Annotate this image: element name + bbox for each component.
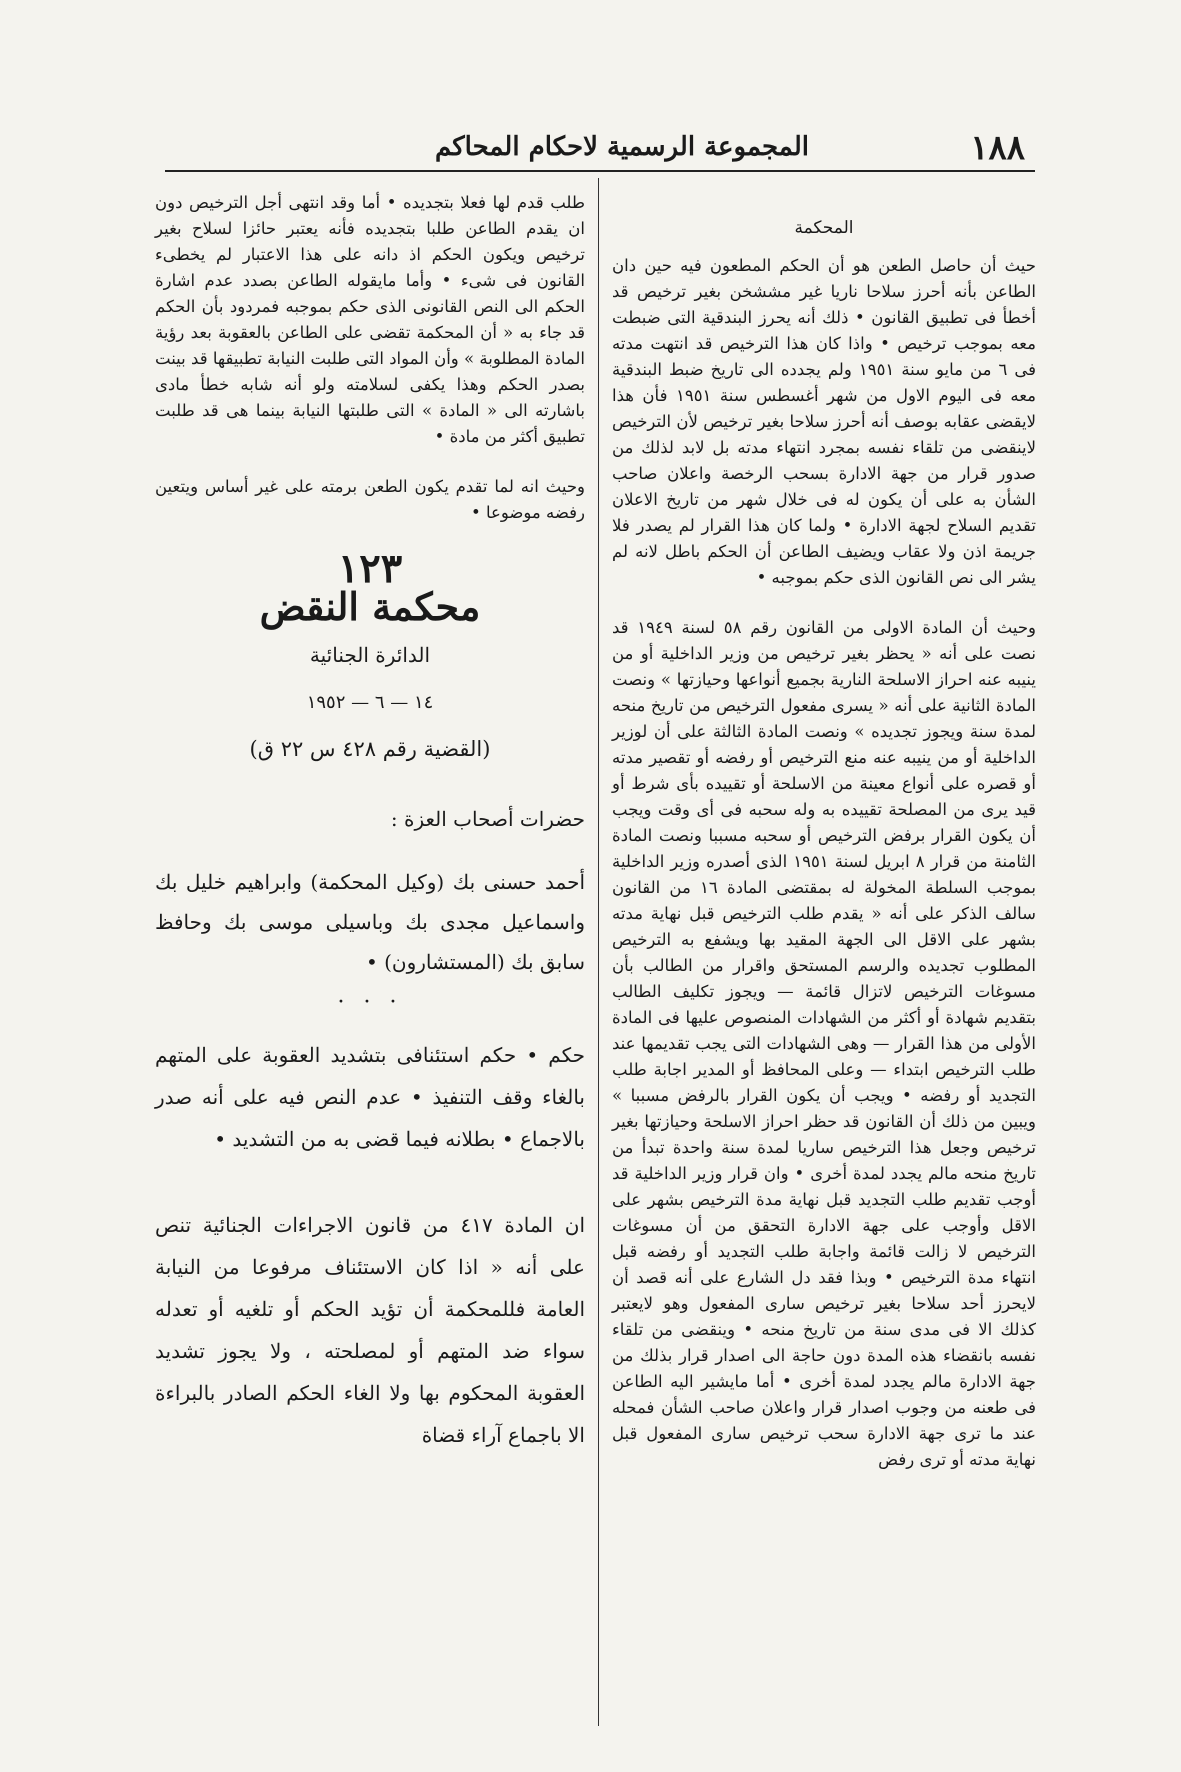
- paragraph: وحيث انه لما تقدم يكون الطعن برمته على غير أساس ويتعين رفضه موضوعا •: [155, 477, 585, 522]
- spacer: [155, 1160, 585, 1204]
- separator: · · ·: [337, 990, 403, 1015]
- paragraph: وحيث أن المادة الاولى من القانون رقم ٥٨ لسنة ١٩٤٩ قد نصت على أنه « يحظر بغير ترخيص من وزير الداخلية أو من ينيبه عنه احراز الاسلحة النارية بجميع أنواعها وحيازتها » ونصت المادة الثانية على أنه « يسرى مفعول الترخيص من تاريخ منحه لمدة سنة ويجوز تجديده » ونصت المادة الثالثة على أن لوزير الداخلية أو من ينيبه عنه منع الترخيص أو رفضه أو تقصير مدته أو قصره على أنواع معينة من الاسلحة أو تقييده بأى شرط أو قيد يرى من المصلحة تقييده به وله سحبه فى أى وقت ويجب أن يكون القرار برفض الترخيص أو سحبه مسببا ونصت المادة الثامنة من قرار ٨ ابريل لسنة ١٩٥١ الذى أصدره وزير الداخلية بموجب السلطة المخولة له بمقتضى المادة ١٦ من القانون سالف الذكر على أنه « يقدم طلب الترخيص قبل نهاية مدته بشهر على الاقل الى الجهة المقيد بها ويشفع به الترخيص المطلوب تجديده والرسم المستحق واقرار من الطالب بأن مسوغات الترخيص لاتزال قائمة — ويجوز تكليف الطالب بتقديم شهادة أو أكثر من الشهادات المنصوص عليها فى المادة الأولى من هذا القرار — وهى الشهادات التى يجب تقديمها عند طلب الترخيص ابتداء — وعلى المحافظ أو المدير اجابة طلب التجديد أو رفضه • ويجب أن يكون القرار بالرفض مسببا » ويبين من ذلك أن القانون قد حظر احراز الاسلحة وحيازتها بغير ترخيص وجعل هذا الترخيص ساريا لمدة سنة واحدة تبدأ من تاريخ منحه مالم يجدد لمدة أخرى • وان قرار وزير الداخلية قد أوجب تقديم طلب التجديد قبل نهاية مدة الترخيص بشهر على الاقل وأوجب على جهة الادارة التحقق من أن مسوغات الترخيص لا زالت قائمة واجابة طلب التجديد أو رفضه قبل انتهاء مدة الترخيص • وبذا فقد دل الشارع على أنه قصد أن لايحرز أحد سلاحا بغير ترخيص سارى المفعول وهو لايعتبر كذلك الا فى مدى سنة من تاريخ منحه • وينقضى من تلقاء نفسه بانقضاء هذه المدة دون حاجة الى اصدار قرار بذلك من جهة الادارة مالم يجدد لمدة أخرى • أما مايشير اليه الطاعن فى طعنه من وجوب اصدار قرار واعلان صاحب الشأن فمحله عند ما ترى جهة الادارة سحب ترخيص سارى المفعول قبل نهاية مدته أو ترى رفض: [612, 618, 1036, 1469]
- case-date: ١٤ — ٦ — ١٩٥٢: [306, 692, 434, 713]
- chamber-name: الدائرة الجنائية: [309, 643, 431, 667]
- case-summary: حكم • حكم استئنافى بتشديد العقوبة على المتهم بالغاء وقف التنفيذ • عدم النص فيه على أنه صدر بالاجماع • بطلانه فيما قضى به من التشديد •: [155, 1043, 585, 1151]
- paragraph: طلب قدم لها فعلا بتجديده • أما وقد انتهى أجل الترخيص دون ان يقدم الطاعن طلبا بتجديده فأنه يعتبر حائزا لسلاح بغير ترخيص ويكون الحكم اذ دانه على هذا الاعتبار لم يخطىء القانون فى شىء • وأما مايقوله الطاعن بصدد عدم اشارة الحكم الى النص القانونى الذى حكم بموجبه فمردود بأن الحكم قد جاء به « أن المحكمة تقضى على الطاعن بالعقوبة بعد رؤية المادة المطلوبة » وأن المواد التى طلبت النيابة تطبيقها قد بينت بصدر الحكم وهذا يكفى لسلامته ولو أنه شابه خطأ مادى باشارته الى « المادة » التى طلبتها النيابة بينما هى قد طلبت تطبيق أكثر من مادة •: [155, 193, 585, 446]
- column-divider: [598, 178, 599, 1726]
- header-rule: [165, 170, 1035, 172]
- bench-members: أحمد حسنى بك (وكيل المحكمة) وابراهيم خليل بك واسماعيل مجدى بك وباسيلى موسى بك وحافظ سابق بك (المستشارون) •: [155, 870, 585, 974]
- court-name: محكمة النقض: [259, 584, 481, 629]
- page-number: ١٨٨: [970, 128, 1025, 168]
- paragraph: حيث أن حاصل الطعن هو أن الحكم المطعون فيه حين دان الطاعن بأنه أحرز سلاحا ناريا غير مششخن بغير ترخيص قد أخطأ فى تطبيق القانون • ذلك أنه يحرز البندقية التى ضبطت معه بموجب ترخيص • واذا كان هذا الترخيص قد انتهت مدته فى ٦ من مايو سنة ١٩٥١ ولم يجدده الى تاريخ ضبط البندقية معه فى اليوم الاول من شهر أغسطس سنة ١٩٥١ فأن هذا لايقضى عقابه بوصف أنه أحرز سلاحا بغير ترخيص لأن الترخيص لاينقضى من تلقاء نفسه بمجرد انتهاء مدته بل لابد لذلك من صدور قرار من جهة الادارة بسحب الرخصة واعلان صاحب الشأن به على أن يكون له فى خلال شهر من تاريخ الاعلان تقديم السلاح لجهة الادارة • ولما كان هذا القرار لم يصدر فلا جريمة اذن ولا عقاب ويضيف الطاعن أن الحكم باطل لانه لم يشر الى نص القانون الذى حكم بموجبه •: [612, 256, 1036, 587]
- running-title: المجموعة الرسمية لاحكام المحاكم: [435, 132, 809, 162]
- section-title: المحكمة: [794, 218, 854, 238]
- left-column: [155, 190, 585, 1456]
- spacer: [155, 450, 585, 474]
- right-column: [612, 215, 1036, 1473]
- case-number: ١٢٣: [337, 545, 403, 592]
- case-reference: (القضية رقم ٤٢٨ س ٢٢ ق): [249, 737, 491, 761]
- bench-intro: حضرات أصحاب العزة :: [390, 807, 585, 831]
- legal-principle: ان المادة ٤١٧ من قانون الاجراءات الجنائية تنص على أنه « اذا كان الاستئناف مرفوعا من النيابة العامة فللمحكمة أن تؤيد الحكم أو تلغيه أو تعدله سواء ضد المتهم أو لمصلحته ، ولا يجوز تشديد العقوبة المحكوم بها ولا الغاء الحكم الصادر بالبراءة الا باجماع آراء قضاة: [155, 1213, 585, 1447]
- spacer: [612, 591, 1036, 615]
